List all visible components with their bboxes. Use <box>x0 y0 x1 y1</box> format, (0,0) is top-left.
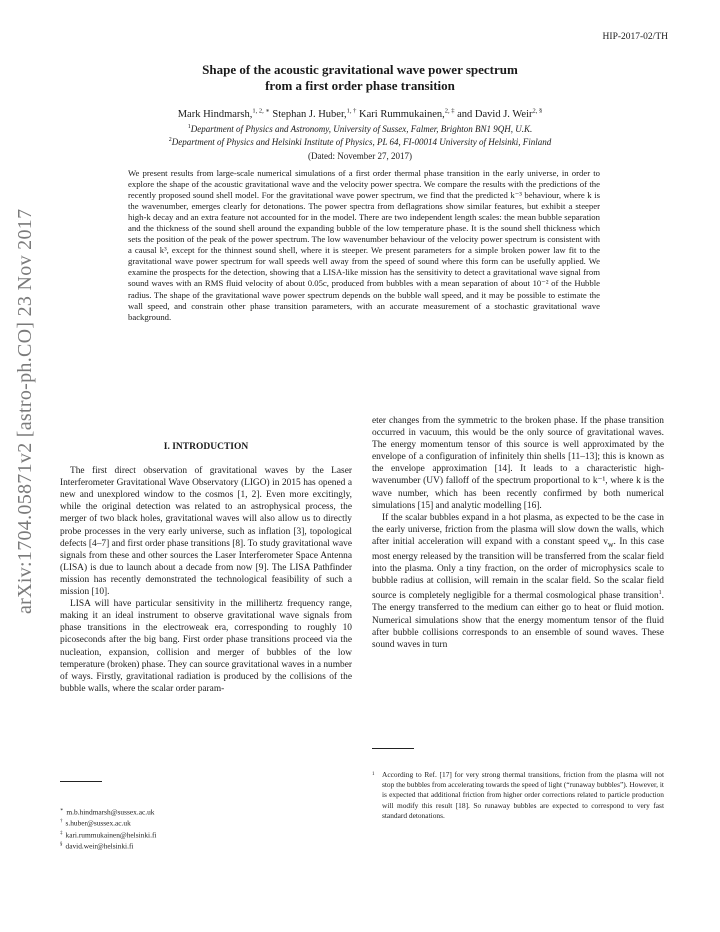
email-link[interactable]: s.huber@sussex.ac.uk <box>65 818 131 828</box>
footnote-email-1 <box>60 806 352 817</box>
arxiv-identifier[interactable]: arXiv:1704.05871v2 [astro-ph.CO] 23 Nov 2017 <box>14 208 36 614</box>
report-number: HIP-2017-02/TH <box>602 32 668 42</box>
author-name: Kari Rummukainen, <box>359 108 445 120</box>
footnote-email-2 <box>60 817 352 828</box>
author-4 <box>457 109 542 120</box>
footnote-1 <box>372 770 664 821</box>
affiliation-text: Department of Physics and Helsinki Institute of Physics, PL 64, FI-00014 University of Helsinki, Finland <box>171 137 552 147</box>
affiliation-text: Department of Physics and Astronomy, University of Sussex, Falmer, Brighton BN1 9QH, U.K. <box>190 124 533 134</box>
footnote-mark: ∗ <box>60 808 64 813</box>
email-link[interactable]: david.weir@helsinki.fi <box>65 841 134 851</box>
right-column <box>372 415 664 651</box>
title-line-1: Shape of the acoustic gravitational wave power spectrum <box>202 62 518 77</box>
email-link[interactable]: kari.rummukainen@helsinki.fi <box>65 830 157 840</box>
author-3 <box>359 109 454 120</box>
title-line-2: from a first order phase transition <box>265 78 455 93</box>
footnote-1-content <box>372 770 664 821</box>
author-list <box>90 106 630 120</box>
paragraph-text: If the scalar bubbles expand in a hot plasma, as expected to be the case in the early universe, friction from the plasma will slow down the walls, which after initial acceleration will expand with a constant speed v <box>372 512 664 547</box>
paragraph <box>372 512 664 651</box>
author-email-footnotes <box>60 806 352 852</box>
footnote-mark: ‡ <box>60 830 63 836</box>
affiliation-1 <box>70 124 650 134</box>
section-heading-introduction: I. INTRODUCTION <box>163 442 249 452</box>
author-marks: 2, § <box>532 107 543 114</box>
footnote-divider-left <box>60 781 102 782</box>
abstract: We present results from large-scale numerical simulations of a first order thermal phase transition in the early universe, in order to explore the shape of the acoustic gravitational wave and the velocity power spectra. We compare the results with the predictions of the recently proposed sound shell model. For the gravitational wave power spectrum, we find that the predicted k⁻³ behaviour, where k is the wavenumber, emerges clearly for detonations. The power spectra from deflagrations show similar features, but exhibit a steeper high-k decay and an extra feature not accounted for in the model. There are two independent length scales: the mean bubble separation and the thickness of the sound shell around the expanding bubble of the low temperature phase. It is the sound shell thickness which sets the position of the peak of the power spectrum. The low wavenumber behaviour of the velocity power spectrum is consistent with a causal k³, except for the thinnest sound shell, where it is steeper. We present parameters for a simple broken power law fit to the gravitational wave power spectrum for wall speeds well away from the speed of sound where this form can be usefully applied. We examine the prospects for the detection, showing that a LISA-like mission has the sensitivity to detect a gravitational wave signal from sound waves with an RMS fluid velocity of about 0.05c, produced from bubbles with a mean separation of about 10⁻² of the Hubble radius. The shape of the gravitational wave power spectrum depends on the bubble wall speed, and it may be possible to estimate the wall speed, and constrain other phase transition parameters, with an accurate measurement of a stochastic gravitational wave background. <box>128 168 600 322</box>
author-1 <box>178 109 270 120</box>
affiliation-number: 1 <box>187 124 191 130</box>
date-line: (Dated: November 27, 2017) <box>308 151 412 161</box>
paragraph: eter changes from the symmetric to the broken phase. If the phase transition occurred in vacuum, this would be the only source of gravitational waves. The energy momentum tensor of this source is well approximated by the envelope of a configuration of infinitely thin shells [11–13]; this is known as the envelope approximation [14]. It leads to a characteristic high-wavenumber (UV) falloff of the spectrum proportional to k⁻¹, where k is the wave number, which has been recently confirmed by both numerical simulations [15] and analytic modelling [16]. <box>372 416 664 511</box>
author-name: and David J. Weir <box>457 108 533 120</box>
paper-title <box>120 62 600 94</box>
footnote-divider-right <box>372 748 414 749</box>
paragraph-text: . In this case most energy released by the transition will be transferred from the scalar field into the plasma. Only a tiny fraction, on the order of microphysics scale to bubble radius at collision, will remain in the scalar field. So the scalar field source is completely negligible for a thermal cosmological phase transition <box>372 536 664 602</box>
author-marks: 1, † <box>346 107 357 114</box>
author-marks: 1, 2, ∗ <box>252 107 270 114</box>
affiliation-number: 2 <box>168 137 172 143</box>
footnote-mark: 1 <box>372 772 375 777</box>
left-column <box>60 441 352 695</box>
author-marks: 2, ‡ <box>444 107 455 114</box>
paragraph: The first direct observation of gravitational waves by the Laser Interferometer Gravitational Wave Observatory (LIGO) in 2015 has opened a new and unexplored window to the cosmos [1, 2]. Even more excitingly, while the original detection was related to an astrophysical process, the merger of two black holes, gravitational waves will also allow us to directly probe processes in the very early universe, such as inflation [3], topological defects [4–7] and first order phase transitions [8]. To study gravitational wave signals from these and other sources the Laser Interferometer Space Antenna (LISA) is due to launch about a decade from now [9]. The LISA Pathfinder mission has recently demonstrated the technological feasibility of such a mission [10]. <box>60 466 352 598</box>
author-name: Stephan J. Huber, <box>272 108 347 120</box>
footnote-mark: § <box>60 842 63 848</box>
paragraph-text: . The energy transferred to the medium can either go to heat or fluid motion. Numerical simulations show that the energy momentum tensor of the fluid after bubble collisions corresponds to an ensemble of sound waves. These sound waves in turn <box>372 591 664 650</box>
wall-speed-subscript: w <box>607 539 614 549</box>
footnote-mark: † <box>60 819 63 825</box>
footnote-email-3 <box>60 829 352 840</box>
affiliation-2 <box>70 137 650 147</box>
footnote-marker[interactable]: 1 <box>658 590 662 597</box>
paragraph: LISA will have particular sensitivity in the millihertz frequency range, making it an ideal instrument to observe gravitational wave signals from phase transitions in the electroweak era, corresponding to roughly 10 picoseconds after the big bang. First order phase transitions proceed via the nucleation, expansion, collision and merger of bubbles of the low temperature (broken) phase. They can source gravitational waves in a number of ways. Firstly, gravitational radiation is produced by the collisions of the bubble walls, where the scalar order param- <box>60 599 352 694</box>
author-2 <box>272 109 356 120</box>
footnote-email-4 <box>60 840 352 851</box>
footnote-text: According to Ref. [17] for very strong thermal transitions, friction from the plasma will not stop the bubbles from accelerating towards the speed of light (“runaway bubbles”). However, it is expected that additional friction from higher order corrections related to particle production will modify this result [18]. So runaway bubbles are expected to correspond to very fast standard detonations. <box>382 770 664 820</box>
email-link[interactable]: m.b.hindmarsh@sussex.ac.uk <box>66 807 155 817</box>
author-name: Mark Hindmarsh, <box>177 108 253 120</box>
